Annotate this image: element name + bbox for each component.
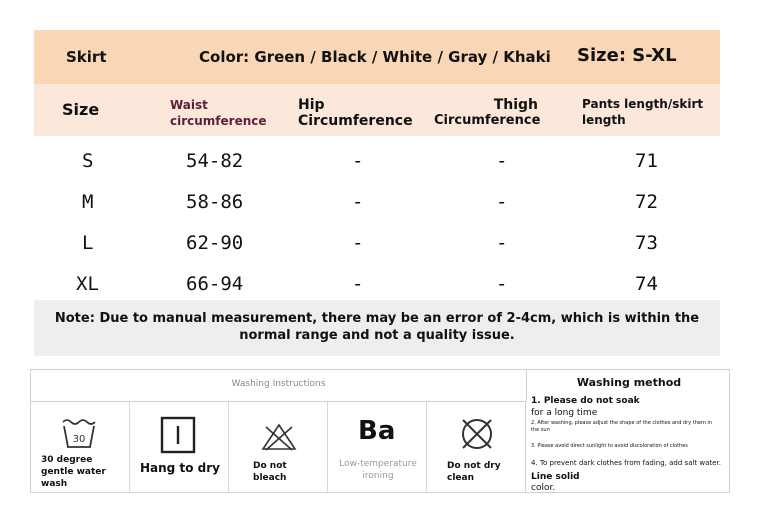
size-cell: XL: [76, 273, 99, 295]
length-cell: 73: [635, 232, 658, 254]
length-cell: 72: [635, 191, 658, 213]
col-waist: Waist circumference: [170, 98, 267, 128]
length-cell: 71: [635, 150, 658, 172]
method-item: the sun: [531, 427, 550, 433]
col-thigh: Thigh Circumference: [434, 97, 541, 128]
wash-30-cell: 30 30 degree gentle water wash: [31, 402, 130, 492]
washing-panel: [30, 369, 730, 493]
svg-text:30: 30: [72, 434, 86, 445]
measurement-note: Note: Due to manual measurement, there may be an error of 2-4cm, which is within the normal range and not a quality issue.: [34, 300, 720, 356]
size-cell: L: [82, 232, 94, 254]
col-length: Pants length/skirt length: [582, 97, 704, 127]
wash-30-icon: [61, 416, 97, 450]
table-row: [34, 183, 720, 223]
hip-cell: -: [352, 273, 364, 295]
thigh-cell: -: [496, 150, 508, 172]
waist-cell: 62-90: [186, 232, 244, 254]
hip-cell: -: [352, 150, 364, 172]
col-size: Size: [62, 100, 100, 119]
hip-cell: -: [352, 191, 364, 213]
hang-dry-icon: [160, 416, 196, 454]
washing-method-title: Washing method: [576, 376, 682, 389]
no-dry-clean-icon: [459, 416, 495, 452]
hip-cell: -: [352, 232, 364, 254]
table-row: [34, 142, 720, 182]
hang-dry-label: Hang to dry: [140, 461, 220, 475]
thigh-cell: -: [496, 273, 508, 295]
method-item: Line solid: [531, 472, 580, 482]
method-item: 4. To prevent dark clothes from fading, add salt water.: [531, 459, 721, 467]
low-iron-cell: Ba Low-temperature ironing: [328, 402, 427, 492]
size-range: Size: S-XL: [577, 45, 677, 66]
no-bleach-cell: Do not bleach: [229, 402, 328, 492]
col-hip: Hip Circumference: [298, 97, 413, 129]
product-name: Skirt: [66, 48, 107, 66]
method-item: color.: [531, 483, 556, 493]
thigh-cell: -: [496, 191, 508, 213]
method-item: 1. Please do not soak: [531, 396, 640, 406]
hang-dry-cell: [130, 402, 229, 492]
method-item: for a long time: [531, 408, 598, 418]
table-row: [34, 265, 720, 305]
no-bleach-icon: [261, 422, 297, 452]
waist-cell: 58-86: [186, 191, 244, 213]
low-iron-icon: Ba: [358, 416, 396, 446]
table-row: [34, 224, 720, 264]
color-options: Color: Green / Black / White / Gray / Khaki: [199, 48, 551, 66]
header-band: [34, 30, 720, 84]
method-item: 3. Please avoid direct sunlight to avoid discoloration of clothes: [531, 443, 688, 449]
waist-cell: 54-82: [186, 150, 244, 172]
size-cell: M: [82, 191, 94, 213]
washing-instructions-title: Washing Instructions: [31, 370, 527, 402]
column-header-band: [34, 84, 720, 136]
waist-cell: 66-94: [186, 273, 244, 295]
thigh-cell: -: [496, 232, 508, 254]
method-item: 2. After washing, please adjust the shape of the clothes and dry them in: [531, 420, 712, 426]
no-dry-clean-cell: Do not dry clean: [427, 402, 526, 492]
length-cell: 74: [635, 273, 658, 295]
size-cell: S: [82, 150, 94, 172]
